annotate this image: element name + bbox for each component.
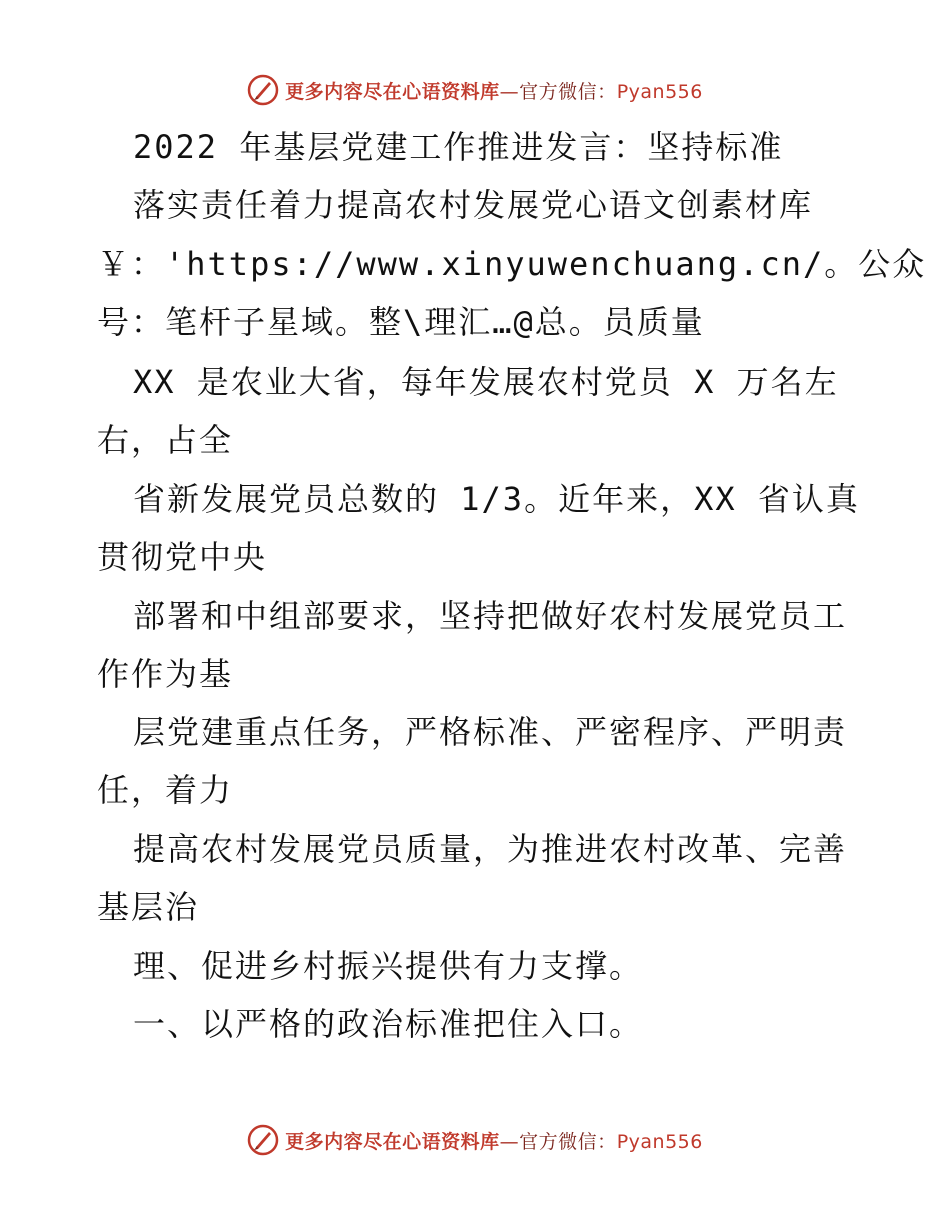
doc-section-heading: 一、以严格的政治标准把住入口。 xyxy=(133,1005,644,1043)
doc-title-line-2: 落实责任着力提高农村发展党心语文创素材库 xyxy=(133,186,814,224)
doc-paragraph-line: 提高农村发展党员质量，为推进农村改革、完善 xyxy=(133,830,848,868)
doc-line-4: 号：笔杆子星域。整\理汇…@总。员质量 xyxy=(97,303,705,341)
doc-paragraph-line: 省新发展党员总数的 1/3。近年来，XX 省认真 xyxy=(133,480,860,518)
doc-paragraph-line: 任，着力 xyxy=(97,771,234,809)
doc-line-3: ￥：'https://www.xinyuwenchuang.cn/。公众 xyxy=(97,245,927,283)
doc-paragraph-line: 基层治 xyxy=(97,888,200,926)
doc-paragraph-line: 理、促进乡村振兴提供有力支撑。 xyxy=(133,947,644,985)
doc-paragraph-line: 贯彻党中央 xyxy=(97,538,268,576)
doc-title-line-1: 2022 年基层党建工作推进发言：坚持标准 xyxy=(133,128,784,166)
watermark-account: Pyan556 xyxy=(616,1130,703,1153)
watermark-separator: — xyxy=(499,1130,520,1153)
watermark-brand: 更多内容尽在心语资料库 xyxy=(285,1130,500,1153)
watermark-text xyxy=(285,1127,703,1154)
doc-paragraph-line: 右，占全 xyxy=(97,421,234,459)
quill-logo-icon xyxy=(247,1124,279,1156)
doc-paragraph-line: 层党建重点任务，严格标准、严密程序、严明责 xyxy=(133,713,848,751)
watermark-separator: — xyxy=(499,80,520,103)
watermark-brand: 更多内容尽在心语资料库 xyxy=(285,80,500,103)
doc-paragraph-line: 部署和中组部要求，坚持把做好农村发展党员工 xyxy=(133,597,848,635)
watermark-label: 官方微信： xyxy=(519,80,617,103)
doc-paragraph-line: XX 是农业大省，每年发展农村党员 X 万名左 xyxy=(133,363,839,401)
watermark-label: 官方微信： xyxy=(519,1130,617,1153)
watermark-account: Pyan556 xyxy=(616,80,703,103)
footer-watermark xyxy=(0,1120,950,1160)
doc-paragraph-line: 作作为基 xyxy=(97,655,234,693)
